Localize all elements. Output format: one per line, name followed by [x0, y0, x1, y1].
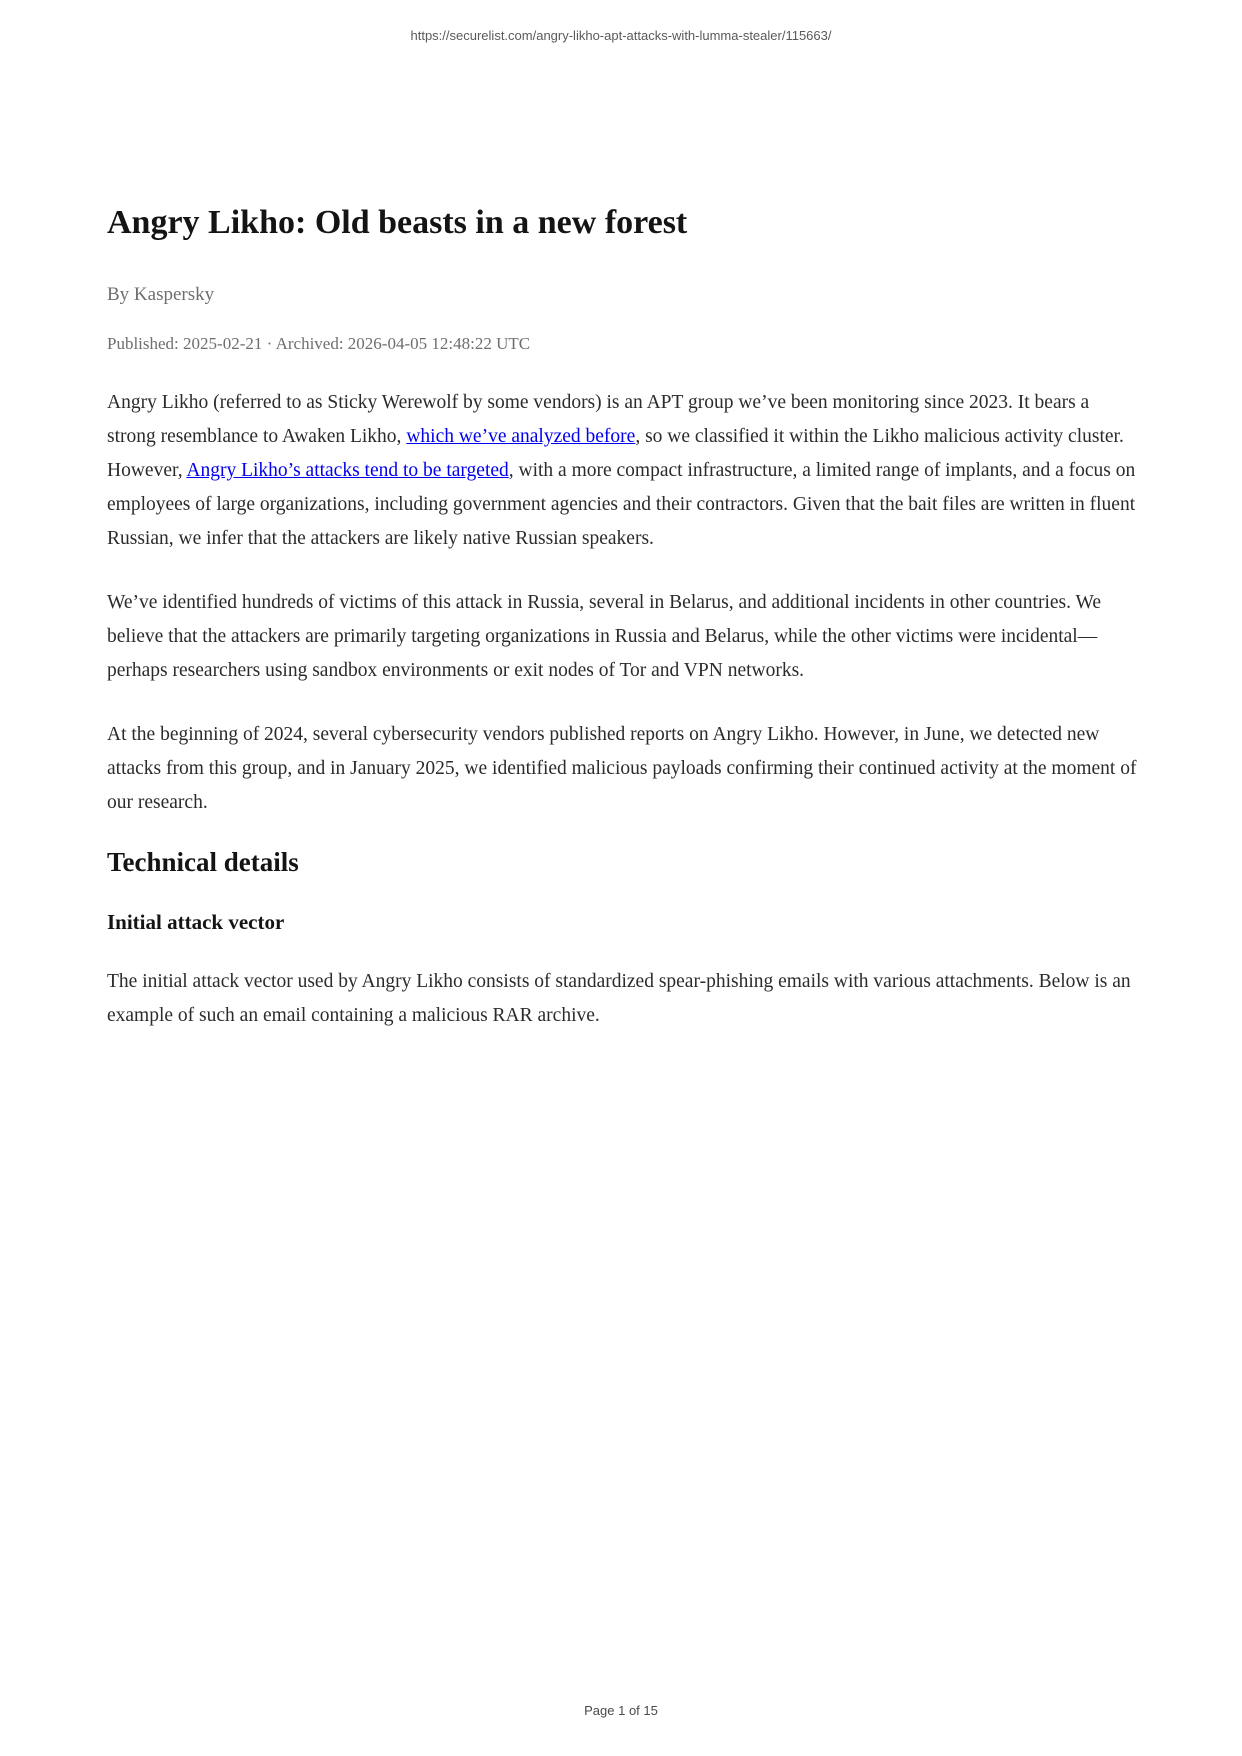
section-heading: Technical details: [107, 846, 299, 877]
article-body: [107, 386, 1137, 1034]
paragraph: We’ve identified hundreds of victims of this attack in Russia, several in Belarus, and additional incidents in other countries. We believe that the attackers are primarily targeting organizations in Russia and Belarus, while the other victims were incidental—perhaps researchers using sandbox environments or exit nodes of Tor and VPN networks.: [107, 591, 1102, 681]
subsection-heading: Initial attack vector: [107, 910, 285, 935]
article-title: Angry Likho: Old beasts in a new forest: [107, 204, 688, 241]
paragraph: The initial attack vector used by Angry Likho consists of standardized spear-phishing emails with various attachments. Below is an example of such an email containing a malicious RAR archive.: [107, 971, 1131, 1027]
header-url: https://securelist.com/angry-likho-apt-attacks-with-lumma-stealer/115663/: [410, 28, 832, 43]
page-number: Page 1 of 15: [584, 1703, 658, 1718]
article-byline: By Kaspersky: [107, 284, 215, 306]
inline-link[interactable]: Angry Likho’s attacks tend to be targeted: [186, 459, 509, 481]
paragraph: Angry Likho (referred to as Sticky Werewolf by some vendors) is an APT group we’ve been monitoring since 2023. It bears a strong resemblance to Awaken Likho, which we’ve analyzed before, so we classified it within the Likho malicious activity cluster. However, Angry Likho’s attacks tend to be targeted, with a more compact infrastructure, a limited range of implants, and a focus on employees of large organizations, including government agencies and their contractors. Given that the bait files are written in fluent Russian, we infer that the attackers are likely native Russian speakers.: [107, 391, 1136, 549]
article: [107, 0, 1137, 1033]
inline-link[interactable]: which we’ve analyzed before: [406, 425, 636, 447]
article-meta: Published: 2025-02-21 · Archived: 2026-04-05 12:48:22 UTC: [107, 333, 531, 353]
paragraph: At the beginning of 2024, several cybersecurity vendors published reports on Angry Likho. However, in June, we detected new attacks from this group, and in January 2025, we identified malicious payloads confirming their continued activity at the moment of our research.: [107, 723, 1137, 813]
